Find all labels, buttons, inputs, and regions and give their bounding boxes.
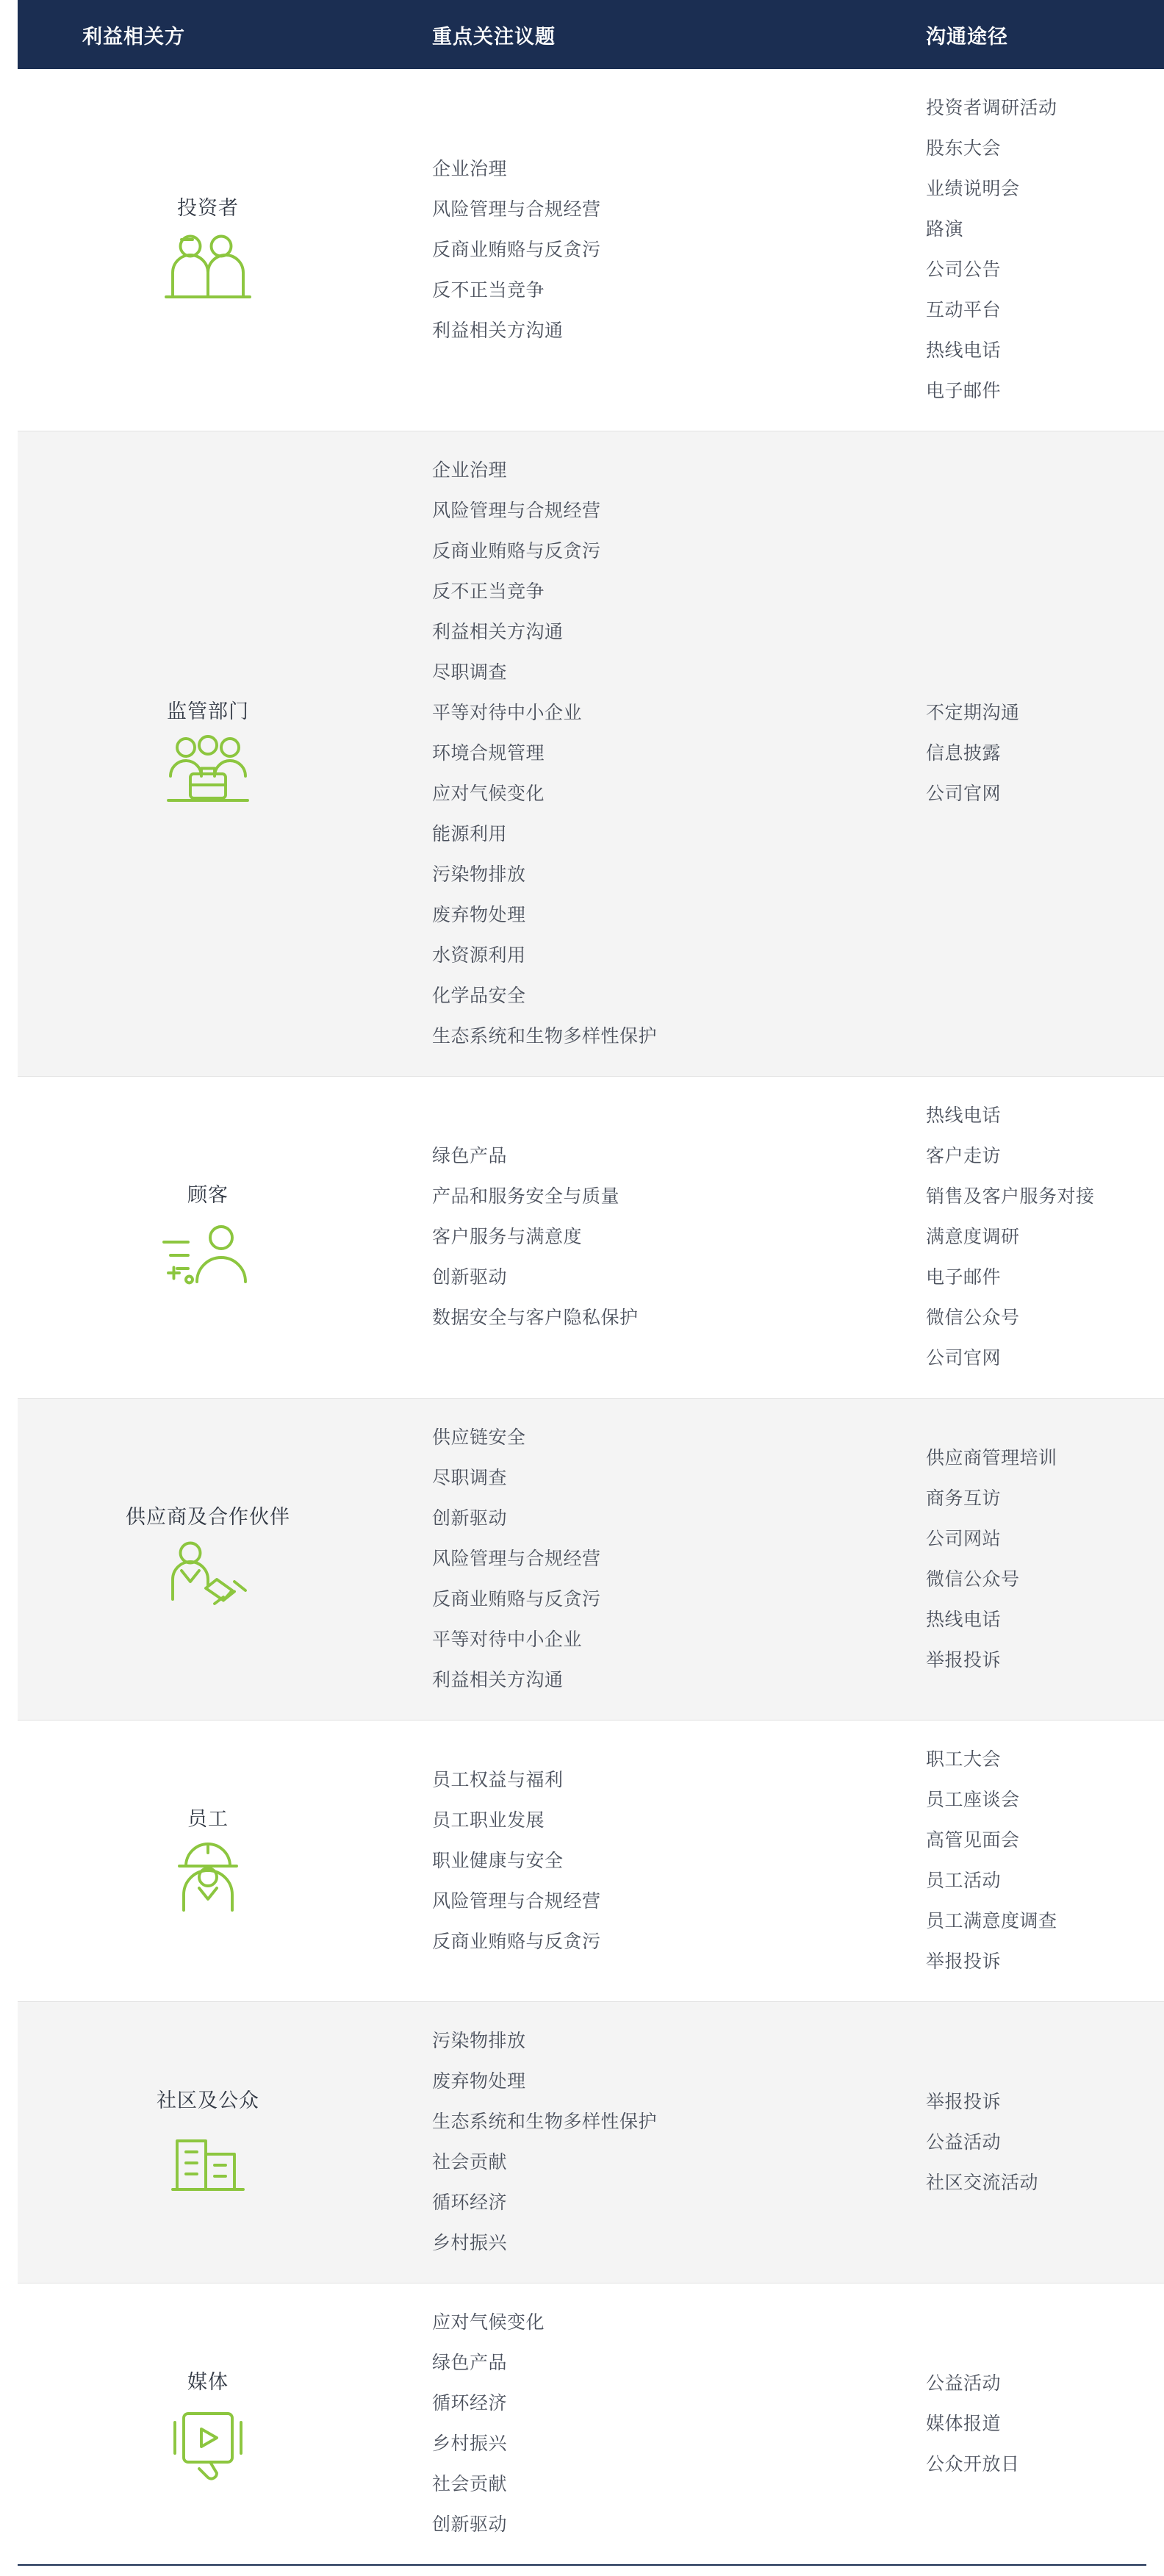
channels-cell bbox=[888, 1399, 1164, 1721]
column-header-topics: 重点关注议题 bbox=[398, 0, 888, 69]
channel-item: 媒体报道 bbox=[926, 2413, 1002, 2434]
topics-cell bbox=[398, 1077, 888, 1399]
topic-item: 企业治理 bbox=[432, 158, 508, 179]
table-row bbox=[18, 431, 1164, 1077]
table-header bbox=[18, 0, 1164, 69]
topic-item: 供应链安全 bbox=[432, 1427, 526, 1448]
table-row bbox=[18, 2002, 1164, 2283]
channel-item: 不定期沟通 bbox=[926, 703, 1020, 723]
topic-item: 风险管理与合规经营 bbox=[432, 1549, 601, 1569]
topic-item: 反商业贿赂与反贪污 bbox=[432, 541, 601, 562]
topics-cell bbox=[398, 1721, 888, 2002]
topic-item: 利益相关方沟通 bbox=[432, 320, 564, 341]
channel-item: 投资者调研活动 bbox=[926, 98, 1057, 118]
channel-item: 电子邮件 bbox=[926, 381, 1002, 401]
topic-item: 绿色产品 bbox=[432, 1146, 508, 1166]
channel-item: 公众开放日 bbox=[926, 2453, 1020, 2475]
column-header-stakeholder: 利益相关方 bbox=[18, 0, 398, 69]
channel-item: 公司网站 bbox=[926, 1528, 1002, 1549]
channel-item: 供应商管理培训 bbox=[926, 1447, 1057, 1468]
channel-item: 举报投诉 bbox=[926, 1951, 1002, 1972]
channel-item: 股东大会 bbox=[926, 138, 1002, 159]
employee-icon bbox=[25, 1839, 391, 1920]
channel-item: 公益活动 bbox=[926, 2372, 1002, 2394]
topics-cell bbox=[398, 2283, 888, 2565]
channel-item: 微信公众号 bbox=[926, 1568, 1020, 1590]
channel-item: 员工活动 bbox=[926, 1870, 1002, 1891]
stakeholder-name: 供应商及合作伙伴 bbox=[126, 1506, 290, 1528]
channel-item: 热线电话 bbox=[926, 340, 1002, 361]
customer-icon bbox=[25, 1215, 391, 1296]
table-row bbox=[18, 1721, 1164, 2002]
topic-item: 风险管理与合规经营 bbox=[432, 198, 601, 220]
topic-item: 职业健康与安全 bbox=[432, 1850, 564, 1871]
channel-item: 热线电话 bbox=[926, 1105, 1002, 1126]
stakeholder-name: 顾客 bbox=[187, 1184, 229, 1206]
stakeholder-cell bbox=[18, 431, 398, 1077]
channel-item: 电子邮件 bbox=[926, 1267, 1002, 1288]
channel-item: 举报投诉 bbox=[926, 2091, 1002, 2112]
bottom-spacer bbox=[18, 2566, 1146, 2576]
topic-item: 尽职调查 bbox=[432, 662, 508, 683]
topic-item: 创新驱动 bbox=[432, 2514, 508, 2535]
regulator-icon bbox=[25, 731, 391, 812]
channels-cell bbox=[888, 69, 1164, 431]
stakeholder-name: 社区及公众 bbox=[157, 2089, 259, 2112]
stakeholder-name: 媒体 bbox=[187, 2370, 229, 2393]
media-icon bbox=[25, 2402, 391, 2483]
topic-item: 反商业贿赂与反贪污 bbox=[432, 1931, 601, 1952]
channel-item: 业绩说明会 bbox=[926, 179, 1020, 199]
topic-item: 环境合规管理 bbox=[432, 743, 545, 764]
topic-item: 客户服务与满意度 bbox=[432, 1227, 583, 1247]
stakeholder-cell bbox=[18, 1077, 398, 1399]
table-row bbox=[18, 2283, 1164, 2565]
stakeholder-name: 员工 bbox=[187, 1807, 229, 1830]
channel-item: 高管见面会 bbox=[926, 1830, 1020, 1851]
topic-item: 循环经济 bbox=[432, 2192, 508, 2213]
channel-item: 销售及客户服务对接 bbox=[926, 1186, 1095, 1207]
channel-item: 互动平台 bbox=[926, 300, 1002, 320]
table-body bbox=[18, 69, 1164, 2564]
topic-item: 社会贡献 bbox=[432, 2152, 508, 2173]
supplier-handshake-icon bbox=[25, 1537, 391, 1618]
channel-item: 热线电话 bbox=[926, 1609, 1002, 1630]
topic-item: 废弃物处理 bbox=[432, 905, 526, 925]
topic-item: 创新驱动 bbox=[432, 1267, 508, 1288]
channel-item: 路演 bbox=[926, 219, 964, 240]
investors-icon bbox=[25, 228, 391, 309]
stakeholder-cell bbox=[18, 2002, 398, 2283]
topics-cell bbox=[398, 1399, 888, 1721]
topic-item: 能源利用 bbox=[432, 824, 508, 844]
topic-item: 化学品安全 bbox=[432, 986, 526, 1006]
topics-cell bbox=[398, 2002, 888, 2283]
channel-item: 公益活动 bbox=[926, 2131, 1002, 2153]
topic-item: 创新驱动 bbox=[432, 1508, 508, 1529]
table-row bbox=[18, 69, 1164, 431]
topic-item: 员工职业发展 bbox=[432, 1809, 545, 1831]
stakeholder-cell bbox=[18, 1721, 398, 2002]
topic-item: 尽职调查 bbox=[432, 1468, 508, 1488]
topic-item: 平等对待中小企业 bbox=[432, 1629, 583, 1650]
channel-item: 客户走访 bbox=[926, 1146, 1002, 1166]
topic-item: 反不正当竞争 bbox=[432, 279, 545, 301]
topic-item: 应对气候变化 bbox=[432, 783, 545, 804]
topic-item: 生态系统和生物多样性保护 bbox=[432, 1026, 658, 1047]
column-header-channels: 沟通途径 bbox=[888, 0, 1164, 69]
table-row bbox=[18, 1077, 1164, 1399]
topic-item: 乡村振兴 bbox=[432, 2433, 508, 2454]
community-icon bbox=[25, 2120, 391, 2201]
topic-item: 水资源利用 bbox=[432, 945, 526, 966]
channel-item: 职工大会 bbox=[926, 1749, 1002, 1770]
topic-item: 利益相关方沟通 bbox=[432, 1670, 564, 1690]
topic-item: 利益相关方沟通 bbox=[432, 622, 564, 642]
channel-item: 员工座谈会 bbox=[926, 1790, 1020, 1810]
topic-item: 污染物排放 bbox=[432, 864, 526, 885]
table-row bbox=[18, 1399, 1164, 1721]
topic-item: 循环经济 bbox=[432, 2393, 508, 2414]
channel-item: 信息披露 bbox=[926, 743, 1002, 764]
channel-item: 满意度调研 bbox=[926, 1227, 1020, 1247]
topic-item: 反商业贿赂与反贪污 bbox=[432, 1589, 601, 1610]
topics-cell bbox=[398, 69, 888, 431]
channel-item: 社区交流活动 bbox=[926, 2172, 1039, 2193]
channel-item: 商务互访 bbox=[926, 1488, 1002, 1509]
topic-item: 数据安全与客户隐私保护 bbox=[432, 1307, 639, 1328]
stakeholder-cell bbox=[18, 2283, 398, 2565]
topic-item: 生态系统和生物多样性保护 bbox=[432, 2112, 658, 2132]
stakeholder-cell bbox=[18, 1399, 398, 1721]
topic-item: 产品和服务安全与质量 bbox=[432, 1186, 620, 1207]
topic-item: 员工权益与福利 bbox=[432, 1769, 564, 1790]
channels-cell bbox=[888, 431, 1164, 1077]
topic-item: 乡村振兴 bbox=[432, 2233, 508, 2253]
topic-item: 风险管理与合规经营 bbox=[432, 1890, 601, 1912]
channel-item: 公司公告 bbox=[926, 259, 1002, 280]
topic-item: 平等对待中小企业 bbox=[432, 703, 583, 723]
channels-cell bbox=[888, 1077, 1164, 1399]
stakeholder-name: 监管部门 bbox=[167, 700, 249, 722]
channels-cell bbox=[888, 2002, 1164, 2283]
channel-item: 员工满意度调查 bbox=[926, 1911, 1057, 1931]
channel-item: 公司官网 bbox=[926, 1348, 1002, 1368]
stakeholder-name: 投资者 bbox=[177, 196, 239, 219]
topic-item: 绿色产品 bbox=[432, 2353, 508, 2373]
channels-cell bbox=[888, 2283, 1164, 2565]
stakeholder-cell bbox=[18, 69, 398, 431]
topic-item: 风险管理与合规经营 bbox=[432, 501, 601, 521]
channel-item: 举报投诉 bbox=[926, 1649, 1002, 1671]
topics-cell bbox=[398, 431, 888, 1077]
topic-item: 污染物排放 bbox=[432, 2031, 526, 2051]
topic-item: 企业治理 bbox=[432, 460, 508, 481]
topic-item: 应对气候变化 bbox=[432, 2312, 545, 2333]
topic-item: 反不正当竞争 bbox=[432, 581, 545, 602]
topic-item: 废弃物处理 bbox=[432, 2071, 526, 2092]
topic-item: 社会贡献 bbox=[432, 2474, 508, 2494]
channels-cell bbox=[888, 1721, 1164, 2002]
header-row bbox=[18, 0, 1164, 69]
channel-item: 公司官网 bbox=[926, 783, 1002, 804]
stakeholder-matrix-table bbox=[18, 0, 1164, 2564]
channel-item: 微信公众号 bbox=[926, 1307, 1020, 1328]
topic-item: 反商业贿赂与反贪污 bbox=[432, 239, 601, 260]
